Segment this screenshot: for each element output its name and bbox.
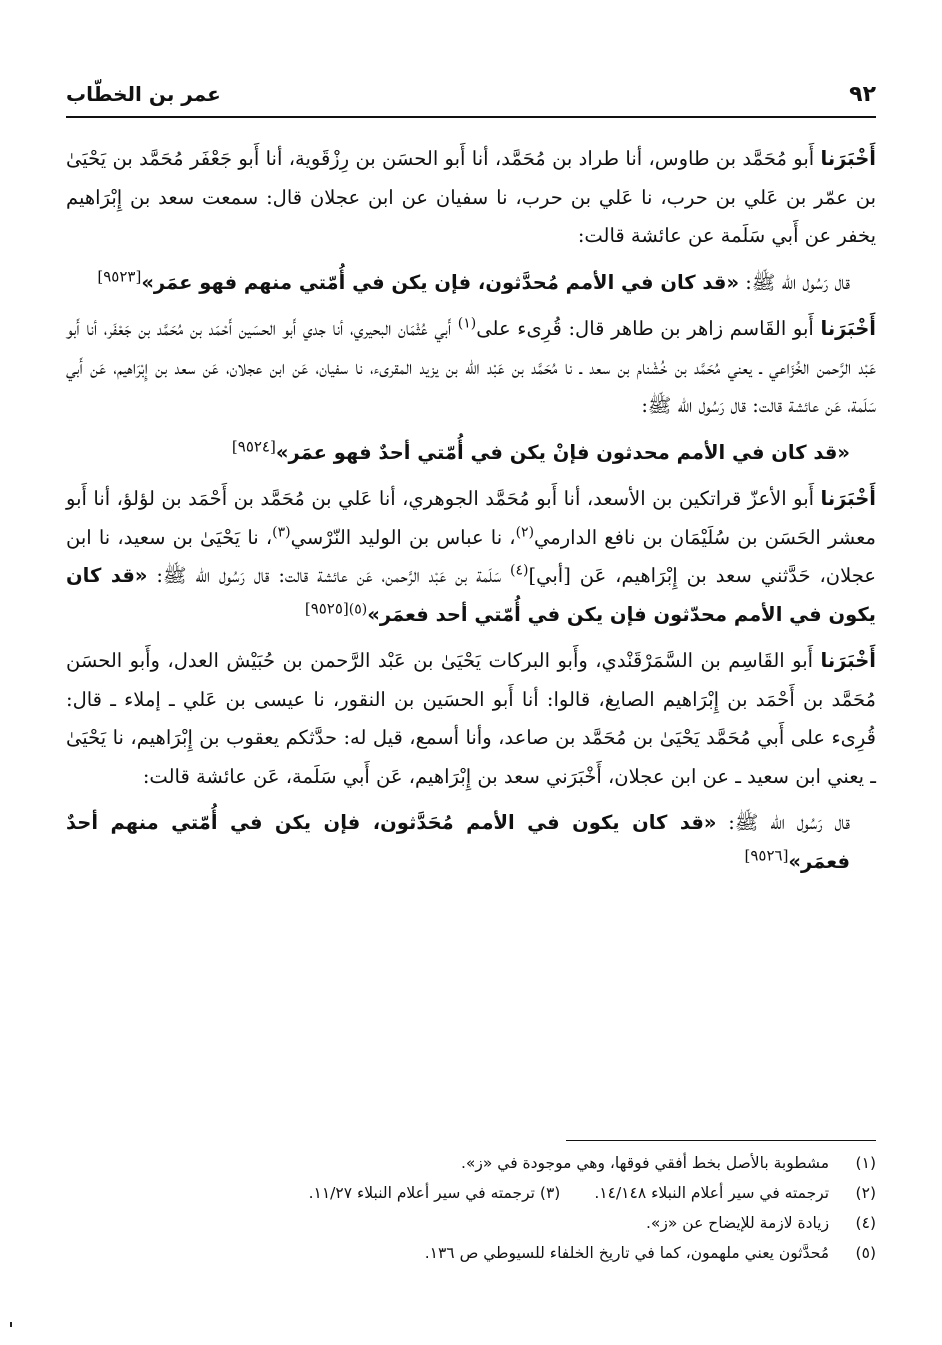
- footnote-4: [66, 1208, 876, 1238]
- footnote-marker: (٢): [515, 524, 535, 540]
- footnote-5: [66, 1238, 876, 1268]
- footnote-text: ترجمته في سير أعلام النبلاء ١١/٢٧.: [308, 1184, 535, 1202]
- isnad-text: أَبي عُثْمَان البحيري، أنا جدي أَبو الحسَين أَحْمَد بن مُحَمَّد بن جَعْفَر، أنا أَبو عَبْد الرَّحمن الخُزَاعي ـ يعني مُحَمَّد بن خُشْنام بن سعد ـ نا مُحَمَّد بن عَبْد الله بن يزيد المقرىء، نا سفيان، عَن ابن عجلان، عَن سعد بن إِبْرَاهيم، عَن أَبي سَلَمة، عَن عائشة قالت: قال رَسُول الله ﷺ:: [66, 317, 876, 417]
- footnote-3: [309, 1178, 561, 1208]
- isnad-paragraph-1: [66, 140, 876, 256]
- isnad-text: ، نا يَحْيَىٰ بن سعيد، نا ابن عجلان، حَدَّثني سعد بن إِبْرَاهيم، عَن [أبي]: [66, 525, 876, 587]
- hadith-reference-number: [٩٥٢٥]: [304, 599, 349, 617]
- main-text: [66, 140, 876, 889]
- footnote-number: (٤): [855, 1214, 876, 1232]
- footnote-marker: (٥): [348, 601, 368, 617]
- akhbarana-lead: أَخْبَرَنا: [820, 147, 876, 170]
- isnad-text: أَبو القَاسم زاهر بن طاهر قال: قُرِىء على: [476, 317, 821, 340]
- isnad-paragraph-3: [66, 480, 876, 634]
- scan-speck: [10, 1322, 12, 1327]
- isnad-text: أَبو القَاسِم بن السَّمَرْقَنْدي، وأَبو البركات يَحْيَىٰ بن عَبْد الرَّحمن بن حُبَيْش العدل، وأَبو الحسَن مُحَمَّد بن أَحْمَد بن إِبْرَاهيم الصايغ، قالوا: أنا أَبو الحسَين بن النقور، نا عيسى بن عَلي ـ إملاء ـ قال: قُرِىء على أَبي مُحَمَّد يَحْيَىٰ بن مُحَمَّد بن صاعد، وأنا أسمع، قيل له: حدَّثكم يعقوب بن إِبْرَاهيم، نا يَحْيَىٰ ـ يعني ابن سعيد ـ عن ابن عجلان، أَخْبَرَني سعد بن إِبْرَاهيم، عَن أَبي سَلَمة، عَن عائشة قالت:: [66, 649, 876, 788]
- footnote-text: مشطوبة بالأصل بخط أفقي فوقها، وهي موجودة في «ز».: [460, 1154, 830, 1172]
- footnote-marker: (٣): [272, 524, 291, 540]
- isnad-paragraph-2: [66, 310, 876, 426]
- hadith-text: «قد كان يكون في الأمم محدّثون فإن يكن في أُمّتي أحد فعمَر»: [66, 564, 876, 626]
- hadith-text: «قد كان في الأمم مُحدَّثون، فإن يكن في أُمّتي منهم فهو عمَر»: [141, 270, 740, 294]
- hadith-reference-number: [٩٥٢٤]: [231, 437, 276, 455]
- footnote-marker: (٤): [510, 562, 529, 579]
- isnad-text: أَبو مُحَمَّد بن طاوس، أنا طراد بن مُحَمَّد، أنا أَبو الحسَن بن رِزْقَوية، أنا أَبو جَعْفَر مُحَمَّد بن يَحْيَىٰ بن عمّر بن عَلي بن حرب، نا عَلي بن حرب، نا سفيان عن ابن عجلان قال: سمعت سعد بن إِبْرَاهيم يخفر عن أَبي سَلَمة عن عائشة قالت:: [66, 147, 876, 247]
- footnote-text: ترجمته في سير أعلام النبلاء ١٤/١٤٨.: [594, 1184, 830, 1202]
- footnote-number: (١): [855, 1154, 876, 1172]
- footnote-2: [594, 1178, 876, 1208]
- hadith-line-2: [66, 434, 876, 473]
- footnote-marker: (١): [457, 315, 477, 332]
- isnad-text: سَلَمة بن عَبْد الرَّحمن، عَن عائشة قالت: قال رَسُول الله ﷺ:: [147, 564, 511, 587]
- akhbarana-lead: أَخْبَرَنا: [820, 487, 876, 510]
- hadith-text: «قد كان في الأمم محدثون فإنْ يكن في أُمّتي أحدٌ فهو عمَر»: [275, 440, 850, 464]
- footnote-number: (٢): [855, 1184, 876, 1202]
- hadith-reference-number: [٩٥٢٦]: [744, 846, 789, 864]
- footnote-2-3: [66, 1178, 876, 1208]
- hadith-reference-number: [٩٥٢٣]: [97, 267, 142, 285]
- running-title: عمر بن الخطّاب: [66, 82, 221, 106]
- akhbarana-lead: أَخْبَرَنا: [820, 317, 876, 340]
- footnote-number: (٥): [855, 1244, 876, 1262]
- page-header: [66, 82, 876, 118]
- hadith-quote-1: [66, 264, 876, 303]
- quote-prefix: قال رَسُول الله ﷺ:: [716, 811, 850, 834]
- hadith-quote-4: [66, 804, 876, 881]
- footnote-divider: [566, 1140, 876, 1141]
- footnote-text: مُحدَّثون يعني ملهمون، كما في تاريخ الخلفاء للسيوطي ص ١٣٦.: [424, 1244, 830, 1262]
- isnad-text: ، نا عباس بن الوليد النّرْسي: [290, 525, 516, 549]
- page-number: ٩٢: [849, 82, 876, 107]
- footnote-number: (٣): [539, 1184, 561, 1202]
- footnotes: [66, 1148, 876, 1268]
- isnad-text: أَبو الأعزّ قراتكين بن الأسعد، أنا أَبو مُحَمَّد الجوهري، أنا عَلي بن مُحَمَّد بن أَحْمَد بن لؤلؤ، أنا أَبو معشر الحَسَن بن سُلَيْمَان بن نافع الدارمي: [66, 487, 876, 549]
- footnote-text: زيادة لازمة للإيضاح عن «ز».: [645, 1214, 830, 1232]
- quote-prefix: قال رَسُول الله ﷺ:: [739, 270, 850, 294]
- footnote-1: [66, 1148, 876, 1178]
- akhbarana-lead: أَخْبَرَنا: [820, 649, 876, 672]
- isnad-paragraph-4: [66, 642, 876, 796]
- hadith-text: «قد كان يكون في الأمم مُحَدَّثون، فإن يكن في أُمّتي منهم أحدٌ فعمَر»: [66, 811, 850, 873]
